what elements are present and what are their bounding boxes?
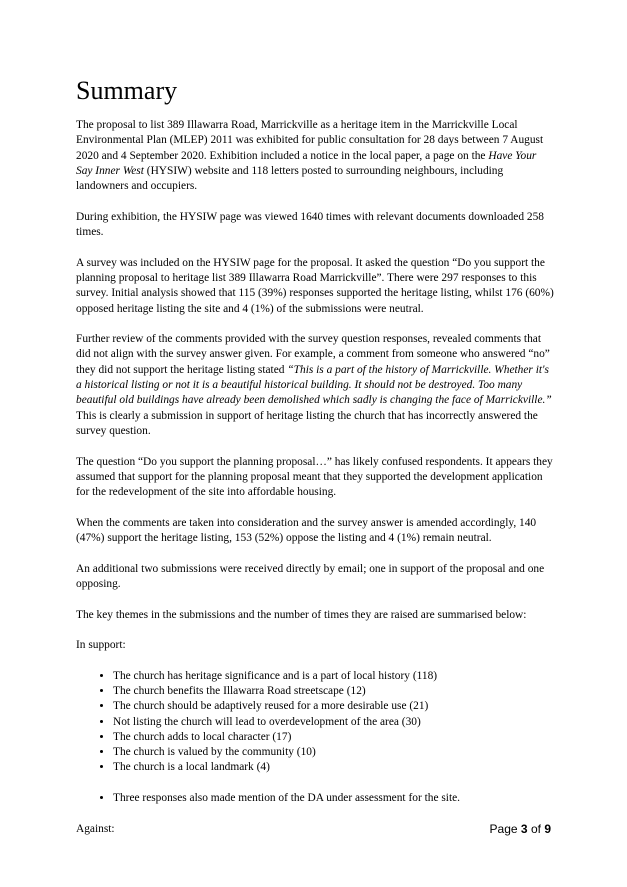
list-item: • The church adds to local character (17) — [113, 730, 554, 745]
against-label: Against: — [76, 822, 115, 835]
support-label: In support: — [76, 639, 126, 652]
list-item: • The church benefits the Illawarra Road streetscape (12) — [113, 684, 554, 699]
paragraph-amended-results: When the comments are taken into consideration and the survey answer is amended accordingly, 140 (47%) support the heritage listing, 153 (52%) oppose the listing and 4 (1%) remain neutral. — [76, 516, 537, 545]
quoted-comment: “This is a part of the history of Marrickville. Whether it's a historical listing or not it is a beautiful historical building. It should not be destroyed. Too many beautiful old buildings have already been demolished which sadly is changing the face of Marrickville.” — [76, 363, 552, 407]
list-item: • The church is a local landmark (4) — [113, 760, 554, 775]
list-item: • The church is valued by the community (10) — [113, 745, 554, 760]
extra-list — [76, 791, 554, 806]
list-item: • Not listing the church will lead to overdevelopment of the area (30) — [113, 715, 554, 730]
list-item: • The church has heritage significance and is a part of local history (118) — [113, 669, 554, 684]
paragraph-email-submissions: An additional two submissions were received directly by email; one in support of the proposal and one opposing. — [76, 562, 545, 590]
paragraph-page-views: During exhibition, the HYSIW page was viewed 1640 times with relevant documents downloaded 258 times. — [76, 210, 544, 239]
page-number: Page 3 of 9 — [489, 822, 551, 836]
paragraph-key-themes: The key themes in the submissions and the number of times they are raised are summarised below: — [76, 608, 527, 621]
list-item: • The church should be adaptively reused for a more desirable use (21) — [113, 699, 554, 714]
paragraph-survey: A survey was included on the HYSIW page for the proposal. It asked the question “Do you support the planning proposal to heritage list 389 Illawarra Road Marrickville”. There were 297 responses to this survey. Initial analysis showed that 115 (39%) responses supported the heritage listing, whilst 176 (60%) opposed heritage listing the site and 4 (1%) of the submissions were neutral. — [76, 256, 554, 315]
document-body — [76, 118, 554, 852]
support-list — [76, 669, 554, 776]
list-item: • Three responses also made mention of the DA under assessment for the site. — [113, 791, 554, 806]
paragraph-confusion: The question “Do you support the planning proposal…” has likely confused respondents. It appears they assumed that support for the planning proposal meant that they supported the development application for the redevelopment of the site into affordable housing. — [76, 455, 553, 499]
page-heading: Summary — [76, 76, 178, 105]
website-name: Have Your Say Inner West — [76, 149, 537, 177]
paragraph-review: Further review of the comments provided with the survey question responses, revealed comments that did not align with the survey answer given. For example, a comment from someone who answered “no” they did not support the heritage listing stated “This is a part of the history of Marrickville. Whether it's a historical listing or not it is a beautiful historical building. It should not be destroyed. Too many beautiful old buildings have already been demolished which sadly is changing the face of Marrickville.” This is clearly a submission in support of heritage listing the church that has incorrectly answered the survey question. — [76, 333, 552, 437]
paragraph-exhibition: The proposal to list 389 Illawarra Road, Marrickville as a heritage item in the Marrickville Local Environmental Plan (MLEP) 2011 was exhibited for public consultation for 28 days between 7 August 2020 and 4 September 2020. Exhibition included a notice in the local paper, a page on the Have Your Say Inner West (HYSIW) website and 118 letters posted to surrounding neighbours, including landowners and occupiers. — [76, 119, 544, 193]
